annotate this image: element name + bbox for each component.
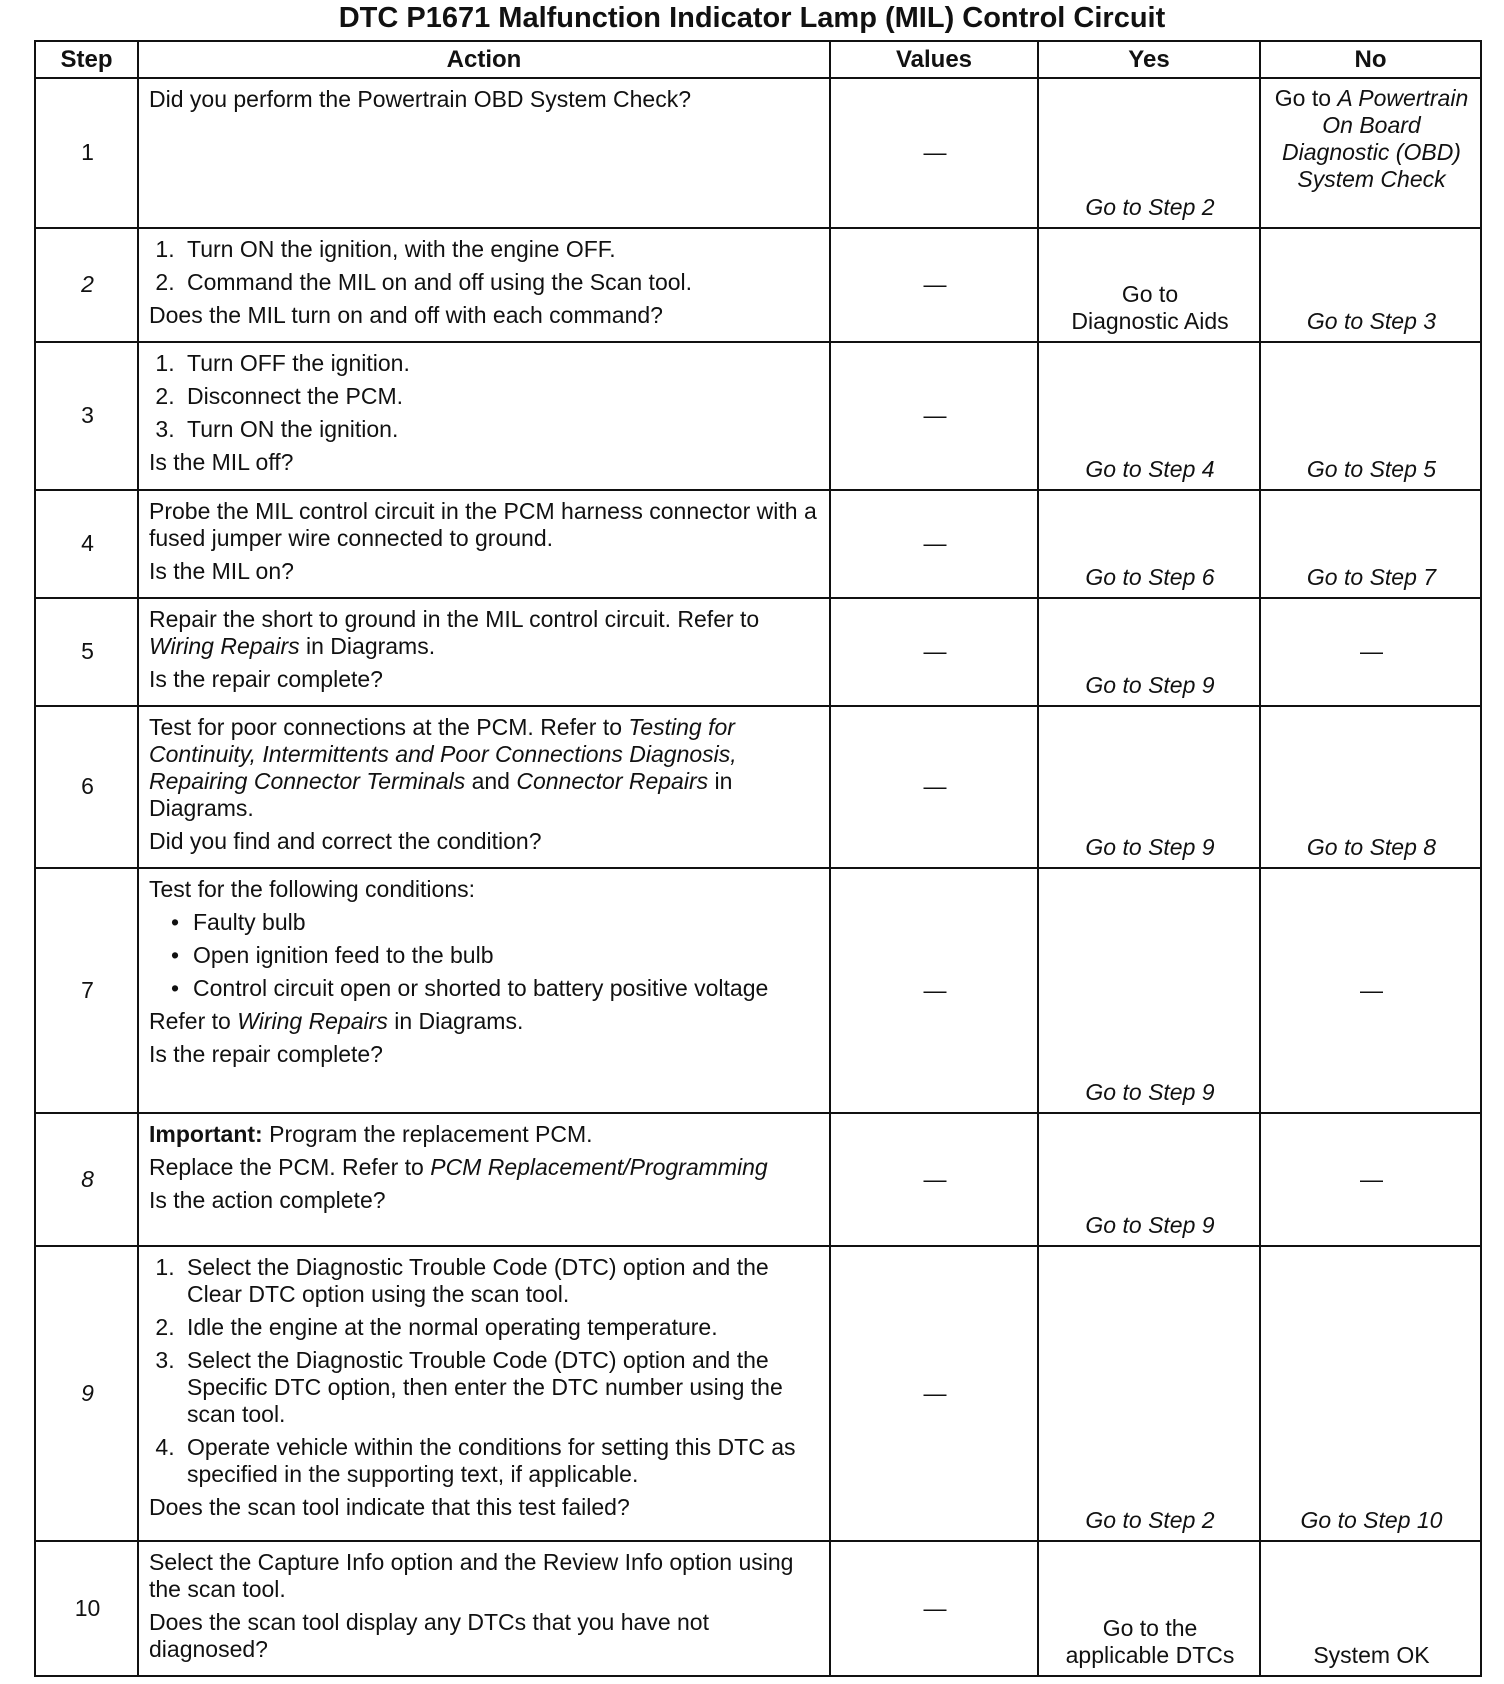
no-cell: Go to Step 5 xyxy=(1260,342,1481,490)
no-prefix: Go to xyxy=(1274,85,1338,111)
values-cell: — xyxy=(830,1246,1038,1541)
action-step: 3. Select the Diagnostic Trouble Code (DTC) option and the Specific DTC option, then enter the DTC number using the scan tool. xyxy=(181,1347,821,1428)
reference-link-text: PCM Replacement/Programming xyxy=(430,1154,768,1180)
yes-cell: Go to Step 6 xyxy=(1038,490,1260,598)
table-row xyxy=(35,598,1481,706)
step-number: 7 xyxy=(35,868,138,1113)
step-number: 10 xyxy=(35,1541,138,1676)
action-cell xyxy=(138,342,830,490)
action-cell xyxy=(138,490,830,598)
yes-cell: Go to Step 9 xyxy=(1038,868,1260,1113)
yes-cell xyxy=(1038,228,1260,342)
yes-cell: Go to Step 2 xyxy=(1038,1246,1260,1541)
yes-line: Go to xyxy=(1121,281,1179,307)
no-cell: System OK xyxy=(1260,1541,1481,1676)
header-yes: Yes xyxy=(1038,41,1260,78)
yes-line: Diagnostic Aids xyxy=(1071,308,1229,334)
action-text-part: in Diagrams. xyxy=(299,633,436,659)
step-number: 6 xyxy=(35,706,138,868)
action-text xyxy=(149,606,821,660)
table-row xyxy=(35,490,1481,598)
values-cell: — xyxy=(830,228,1038,342)
step-number: 3 xyxy=(35,342,138,490)
diagnostic-table xyxy=(34,40,1482,1677)
table-row xyxy=(35,1113,1481,1246)
action-text-part: Repair the short to ground in the MIL control circuit. Refer to xyxy=(149,606,760,632)
header-action: Action xyxy=(138,41,830,78)
page-title: DTC P1671 Malfunction Indicator Lamp (MIL) Control Circuit xyxy=(338,2,1166,34)
yes-cell: Go to Step 4 xyxy=(1038,342,1260,490)
action-step: 4. Operate vehicle within the conditions for setting this DTC as specified in the supporting text, if applicable. xyxy=(181,1434,821,1488)
action-text: Probe the MIL control circuit in the PCM harness connector with a fused jumper wire connected to ground. xyxy=(149,498,817,551)
action-step: 2. Idle the engine at the normal operating temperature. xyxy=(181,1314,821,1341)
action-text xyxy=(149,714,821,822)
table-row xyxy=(35,868,1481,1113)
action-question: Does the scan tool indicate that this test failed? xyxy=(149,1494,630,1520)
list-item: • Control circuit open or shorted to battery positive voltage xyxy=(193,975,821,1002)
values-cell: — xyxy=(830,598,1038,706)
yes-line: applicable DTCs xyxy=(1065,1642,1235,1668)
values-cell: — xyxy=(830,342,1038,490)
action-question: Is the MIL on? xyxy=(149,558,294,584)
step-number: 5 xyxy=(35,598,138,706)
step-number: 8 xyxy=(35,1113,138,1246)
action-question: Is the repair complete? xyxy=(149,666,383,692)
header-step: Step xyxy=(35,41,138,78)
action-cell xyxy=(138,78,830,228)
action-question: Is the repair complete? xyxy=(149,1041,383,1067)
action-text-part: and xyxy=(465,768,517,794)
action-cell xyxy=(138,706,830,868)
values-cell: — xyxy=(830,1541,1038,1676)
action-cell xyxy=(138,228,830,342)
yes-line: Go to the xyxy=(1102,1615,1198,1641)
action-step: 3. Turn ON the ignition. xyxy=(181,416,821,443)
yes-cell: Go to Step 9 xyxy=(1038,1113,1260,1246)
action-steps xyxy=(149,1254,821,1488)
header-values: Values xyxy=(830,41,1038,78)
values-cell: — xyxy=(830,868,1038,1113)
reference-link-text: Wiring Repairs xyxy=(149,633,300,659)
action-text xyxy=(149,1154,821,1181)
no-cell: — xyxy=(1260,868,1481,1113)
yes-cell: Go to Step 9 xyxy=(1038,706,1260,868)
list-item: • Faulty bulb xyxy=(193,909,821,936)
action-text-part: Test for poor connections at the PCM. Refer to xyxy=(149,714,629,740)
action-step: 1. Turn OFF the ignition. xyxy=(181,350,821,377)
step-number: 2 xyxy=(35,228,138,342)
action-step: 1. Turn ON the ignition, with the engine OFF. xyxy=(181,236,821,263)
reference-link-text: Wiring Repairs xyxy=(237,1008,388,1034)
header-no: No xyxy=(1260,41,1481,78)
action-question: Does the MIL turn on and off with each command? xyxy=(149,302,663,328)
no-cell: Go to Step 10 xyxy=(1260,1246,1481,1541)
action-question: Did you find and correct the condition? xyxy=(149,828,542,854)
action-question: Is the MIL off? xyxy=(149,449,294,475)
table-row xyxy=(35,228,1481,342)
values-cell: — xyxy=(830,1113,1038,1246)
no-cell xyxy=(1260,78,1481,228)
header-row xyxy=(35,41,1481,78)
condition-list xyxy=(149,909,821,1002)
action-step: 2. Disconnect the PCM. xyxy=(181,383,821,410)
no-cell: — xyxy=(1260,598,1481,706)
action-cell xyxy=(138,1113,830,1246)
table-row xyxy=(35,1541,1481,1676)
action-question: Does the scan tool display any DTCs that you have not diagnosed? xyxy=(149,1609,709,1662)
action-cell xyxy=(138,1541,830,1676)
table-row xyxy=(35,706,1481,868)
list-item: • Open ignition feed to the bulb xyxy=(193,942,821,969)
action-question: Is the action complete? xyxy=(149,1187,386,1213)
action-text-part: in Diagrams. xyxy=(149,768,733,821)
no-cell: — xyxy=(1260,1113,1481,1246)
action-cell xyxy=(138,868,830,1113)
yes-cell: Go to Step 9 xyxy=(1038,598,1260,706)
reference-link-text: Connector Repairs xyxy=(516,768,709,794)
action-text: Test for the following conditions: xyxy=(149,876,476,902)
action-steps xyxy=(149,350,821,443)
yes-cell: Go to Step 2 xyxy=(1038,78,1260,228)
important-note xyxy=(149,1121,821,1148)
action-cell xyxy=(138,598,830,706)
step-number: 1 xyxy=(35,78,138,228)
values-cell: — xyxy=(830,706,1038,868)
no-cell: Go to Step 7 xyxy=(1260,490,1481,598)
action-text-part: in Diagrams. xyxy=(387,1008,524,1034)
action-steps xyxy=(149,236,821,296)
action-step: 2. Command the MIL on and off using the Scan tool. xyxy=(181,269,821,296)
action-text xyxy=(149,1008,821,1035)
table-row xyxy=(35,78,1481,228)
yes-cell xyxy=(1038,1541,1260,1676)
action-step: 1. Select the Diagnostic Trouble Code (DTC) option and the Clear DTC option using the scan tool. xyxy=(181,1254,821,1308)
no-cell: Go to Step 8 xyxy=(1260,706,1481,868)
step-number: 9 xyxy=(35,1246,138,1541)
step-number: 4 xyxy=(35,490,138,598)
action-text: Select the Capture Info option and the Review Info option using the scan tool. xyxy=(149,1549,794,1602)
no-cell: Go to Step 3 xyxy=(1260,228,1481,342)
action-text: Did you perform the Powertrain OBD System Check? xyxy=(149,86,691,112)
values-cell: — xyxy=(830,78,1038,228)
action-text-part: Replace the PCM. Refer to xyxy=(149,1154,431,1180)
no-link-text: A Powertrain On Board Diagnostic (OBD) System Check xyxy=(1282,85,1469,192)
important-text: Program the replacement PCM. xyxy=(262,1121,593,1147)
reference-link-text: Testing for Continuity, Intermittents and Poor Connections Diagnosis, Repairing Connector Terminals xyxy=(149,714,737,794)
table-row xyxy=(35,1246,1481,1541)
important-label: Important: xyxy=(149,1121,263,1147)
values-cell: — xyxy=(830,490,1038,598)
table-row xyxy=(35,342,1481,490)
action-cell xyxy=(138,1246,830,1541)
action-text-part: Refer to xyxy=(149,1008,238,1034)
